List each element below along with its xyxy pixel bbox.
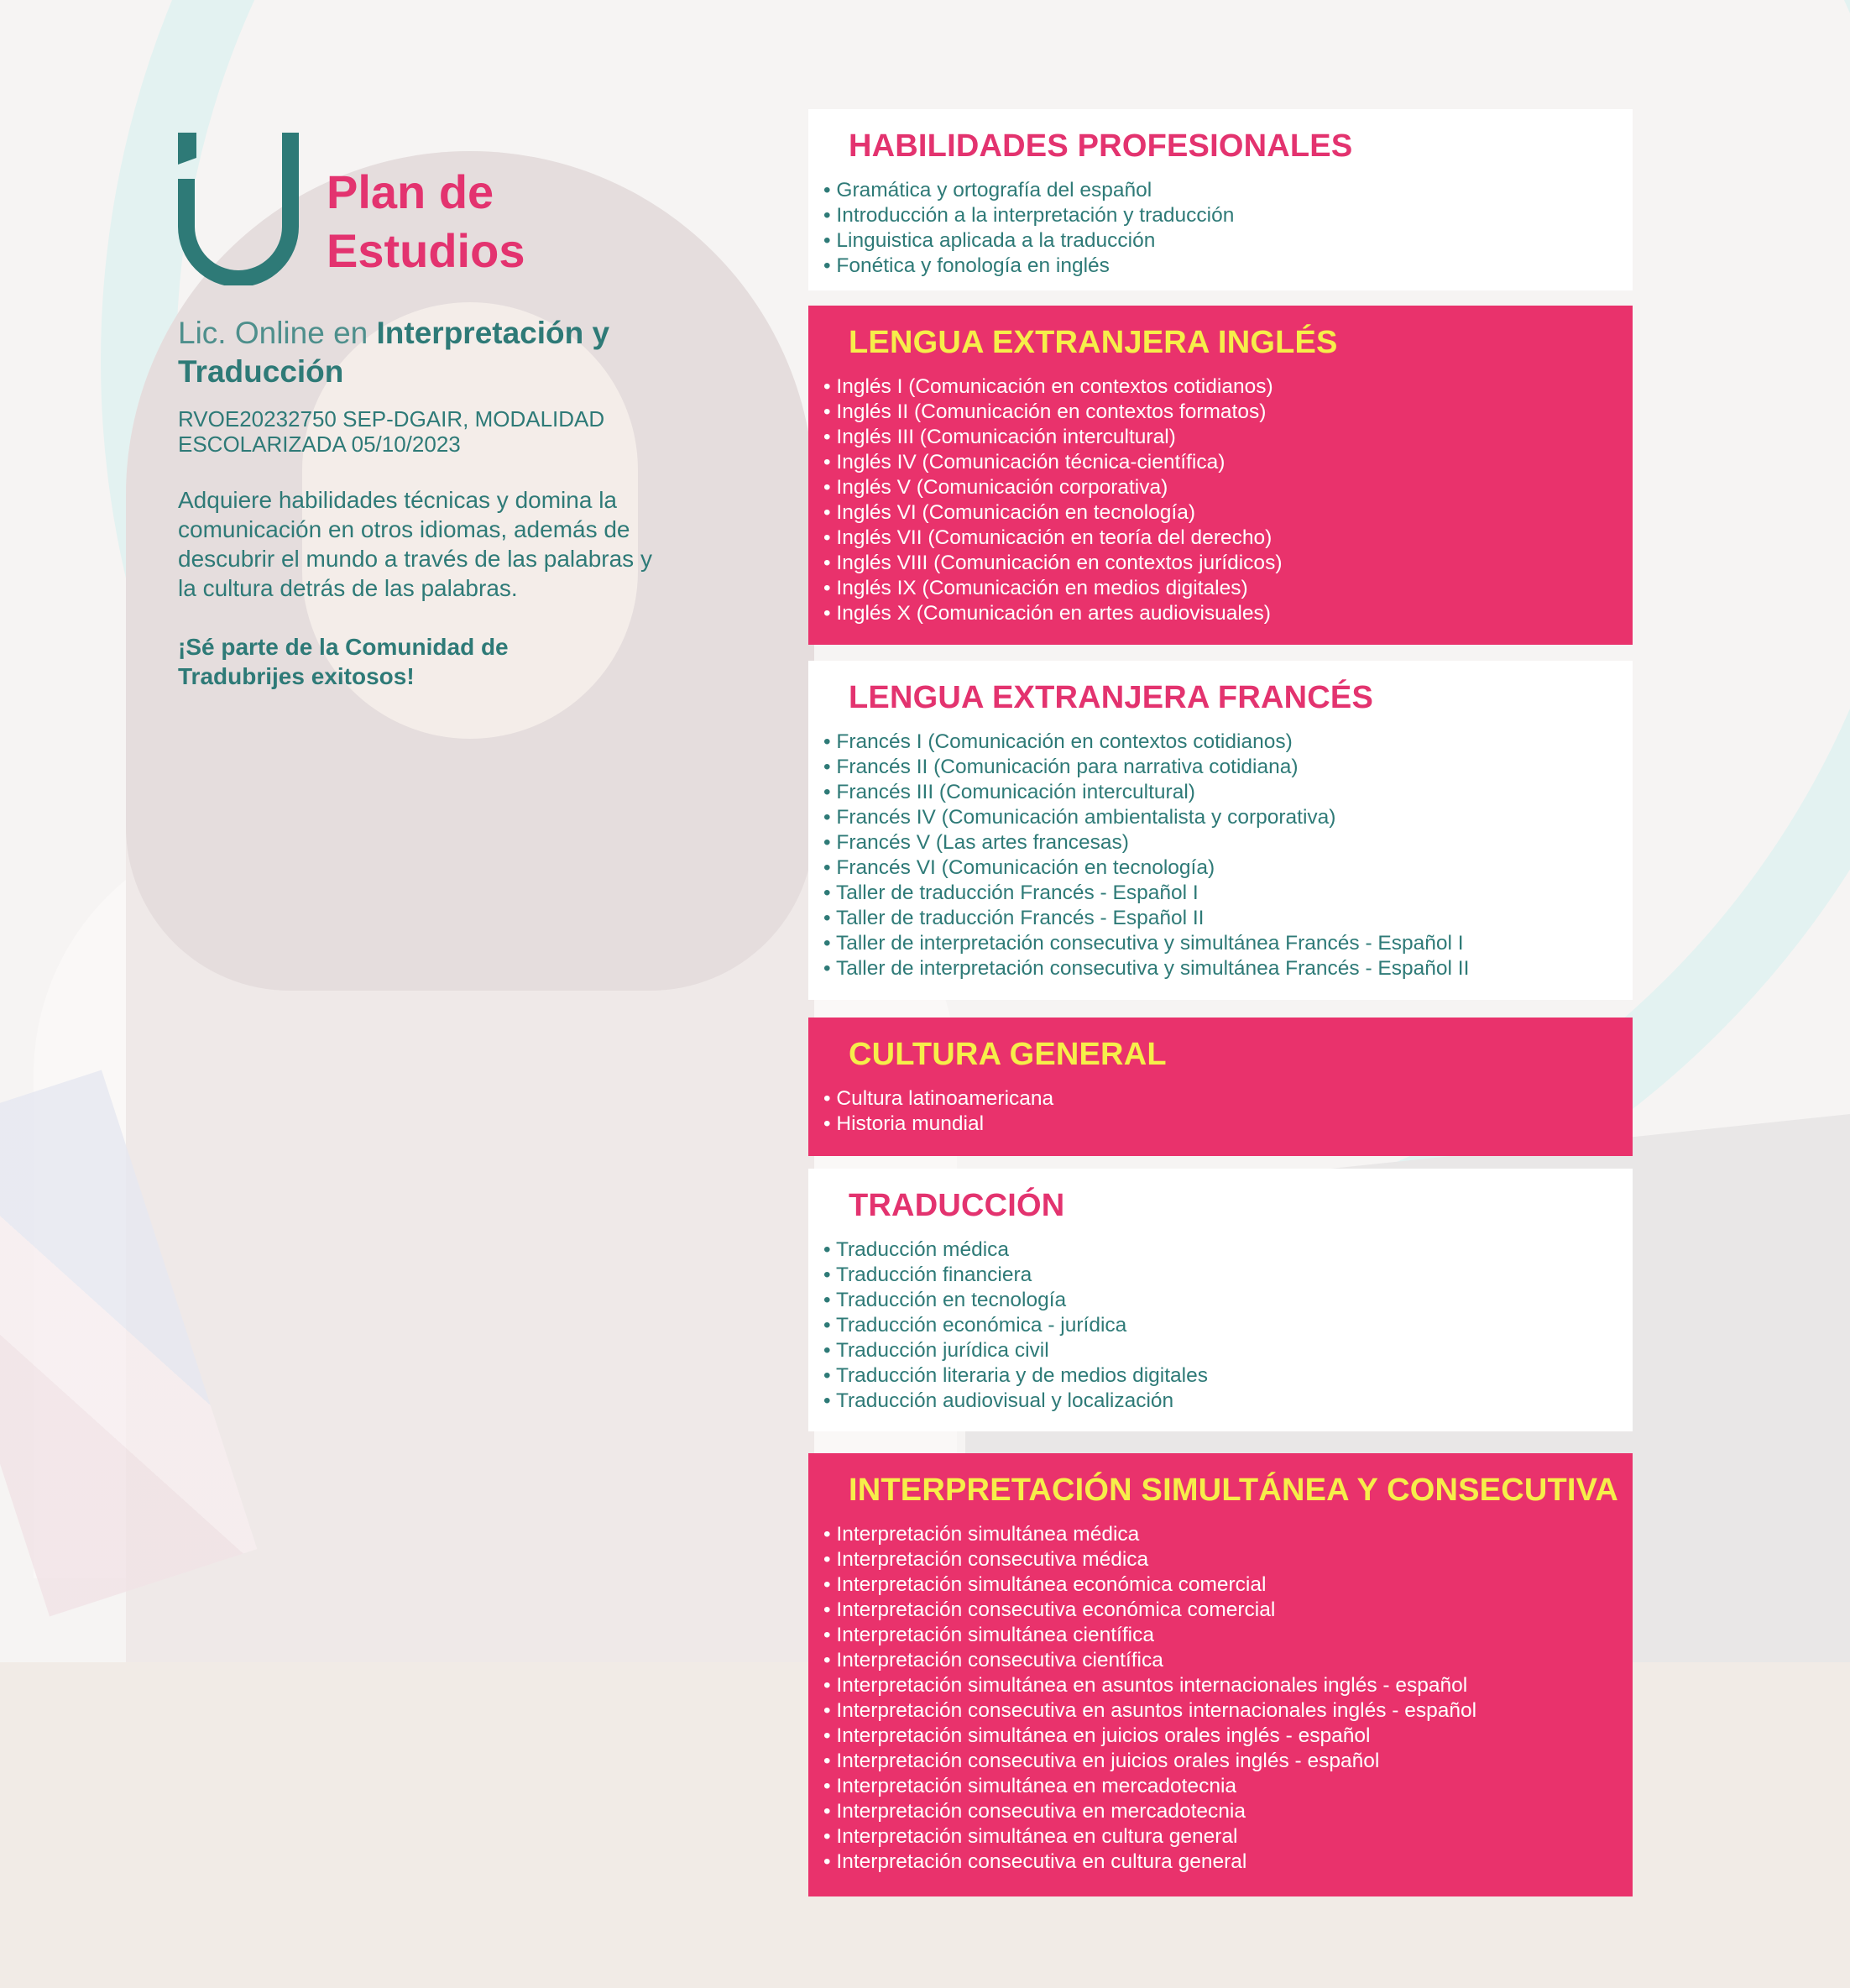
logo-block: [178, 133, 682, 285]
list-item: • Interpretación simultánea económica comercial: [823, 1572, 1633, 1598]
list-item: • Inglés II (Comunicación en contextos formatos): [823, 400, 1633, 425]
course-list: [823, 374, 1633, 626]
list-item: • Interpretación simultánea en cultura general: [823, 1824, 1633, 1849]
community-cta: ¡Sé parte de la Comunidad de Tradubrijes exitosos!: [178, 634, 509, 689]
section-title: INTERPRETACIÓN SIMULTÁNEA Y CONSECUTIVA: [849, 1473, 1619, 1508]
list-item: • Taller de interpretación consecutiva y simultánea Francés - Español II: [823, 956, 1633, 981]
list-item: • Francés II (Comunicación para narrativa cotidiana): [823, 755, 1633, 780]
list-item: • Inglés VII (Comunicación en teoría del derecho): [823, 526, 1633, 551]
section-interpretacion: [808, 1453, 1633, 1896]
list-item: • Traducción audiovisual y localización: [823, 1389, 1633, 1414]
section-frances: [808, 661, 1633, 1000]
list-item: • Taller de interpretación consecutiva y simultánea Francés - Español I: [823, 931, 1633, 956]
course-list: [823, 730, 1633, 981]
section-title: TRADUCCIÓN: [849, 1188, 1065, 1223]
list-item: • Inglés VI (Comunicación en tecnología): [823, 500, 1633, 526]
list-item: • Traducción en tecnología: [823, 1288, 1633, 1313]
list-item: • Inglés III (Comunicación intercultural): [823, 425, 1633, 450]
section-title: LENGUA EXTRANJERA FRANCÉS: [849, 680, 1374, 715]
program-prefix: Lic. Online en: [178, 316, 377, 350]
list-item: • Traducción literaria y de medios digitales: [823, 1363, 1633, 1389]
course-list: [823, 1237, 1633, 1414]
list-item: • Fonética y fonología en inglés: [823, 254, 1633, 279]
list-item: • Francés IV (Comunicación ambientalista y corporativa): [823, 805, 1633, 830]
list-item: • Introducción a la interpretación y traducción: [823, 203, 1633, 228]
page-title: Plan de Estudios: [327, 165, 525, 277]
list-item: • Inglés V (Comunicación corporativa): [823, 475, 1633, 500]
list-item: • Interpretación consecutiva en mercadotecnia: [823, 1799, 1633, 1824]
list-item: • Inglés IX (Comunicación en medios digitales): [823, 576, 1633, 601]
university-logo-icon: [178, 133, 300, 285]
program-name: [178, 314, 682, 391]
list-item: • Inglés I (Comunicación en contextos cotidianos): [823, 374, 1633, 400]
section-habilidades: [808, 109, 1633, 290]
list-item: • Taller de traducción Francés - Español II: [823, 906, 1633, 931]
course-list: [823, 178, 1633, 279]
list-item: • Francés V (Las artes francesas): [823, 830, 1633, 855]
list-item: • Inglés IV (Comunicación técnica-científica): [823, 450, 1633, 475]
list-item: • Inglés X (Comunicación en artes audiovisuales): [823, 601, 1633, 626]
section-cultura-general: [808, 1018, 1633, 1156]
list-item: • Taller de traducción Francés - Español I: [823, 881, 1633, 906]
list-item: • Historia mundial: [823, 1112, 1633, 1137]
list-item: • Interpretación consecutiva en juicios orales inglés - español: [823, 1749, 1633, 1774]
section-ingles: [808, 306, 1633, 645]
list-item: • Francés I (Comunicación en contextos cotidianos): [823, 730, 1633, 755]
course-list: [823, 1086, 1633, 1137]
intro-panel: [178, 133, 682, 691]
list-item: • Traducción jurídica civil: [823, 1338, 1633, 1363]
list-item: • Interpretación consecutiva económica comercial: [823, 1598, 1633, 1623]
list-item: • Traducción financiera: [823, 1263, 1633, 1288]
list-item: • Interpretación simultánea científica: [823, 1623, 1633, 1648]
list-item: • Interpretación consecutiva en cultura general: [823, 1849, 1633, 1875]
list-item: • Gramática y ortografía del español: [823, 178, 1633, 203]
program-description: Adquiere habilidades técnicas y domina la comunicación en otros idiomas, además de descubrir el mundo a través de las palabras y la cultura detrás de las palabras.: [178, 487, 652, 601]
section-title: LENGUA EXTRANJERA INGLÉS: [849, 325, 1338, 360]
list-item: • Interpretación consecutiva científica: [823, 1648, 1633, 1673]
list-item: • Cultura latinoamericana: [823, 1086, 1633, 1112]
section-traduccion: [808, 1169, 1633, 1431]
list-item: • Traducción médica: [823, 1237, 1633, 1263]
course-list: [823, 1522, 1633, 1875]
list-item: • Interpretación consecutiva en asuntos internacionales inglés - español: [823, 1698, 1633, 1724]
rvoe-text: RVOE20232750 SEP-DGAIR, MODALIDAD ESCOLARIZADA 05/10/2023: [178, 406, 605, 457]
program-title: Interpretación y Traducción: [178, 316, 610, 389]
section-title: CULTURA GENERAL: [849, 1037, 1167, 1072]
list-item: • Interpretación simultánea en asuntos internacionales inglés - español: [823, 1673, 1633, 1698]
list-item: • Interpretación simultánea médica: [823, 1522, 1633, 1547]
list-item: • Interpretación simultánea en mercadotecnia: [823, 1774, 1633, 1799]
list-item: • Traducción económica - jurídica: [823, 1313, 1633, 1338]
list-item: • Francés III (Comunicación intercultural): [823, 780, 1633, 805]
section-title: HABILIDADES PROFESIONALES: [849, 128, 1353, 164]
list-item: • Linguistica aplicada a la traducción: [823, 228, 1633, 254]
list-item: • Inglés VIII (Comunicación en contextos jurídicos): [823, 551, 1633, 576]
list-item: • Interpretación consecutiva médica: [823, 1547, 1633, 1572]
list-item: • Francés VI (Comunicación en tecnología): [823, 855, 1633, 881]
list-item: • Interpretación simultánea en juicios orales inglés - español: [823, 1724, 1633, 1749]
